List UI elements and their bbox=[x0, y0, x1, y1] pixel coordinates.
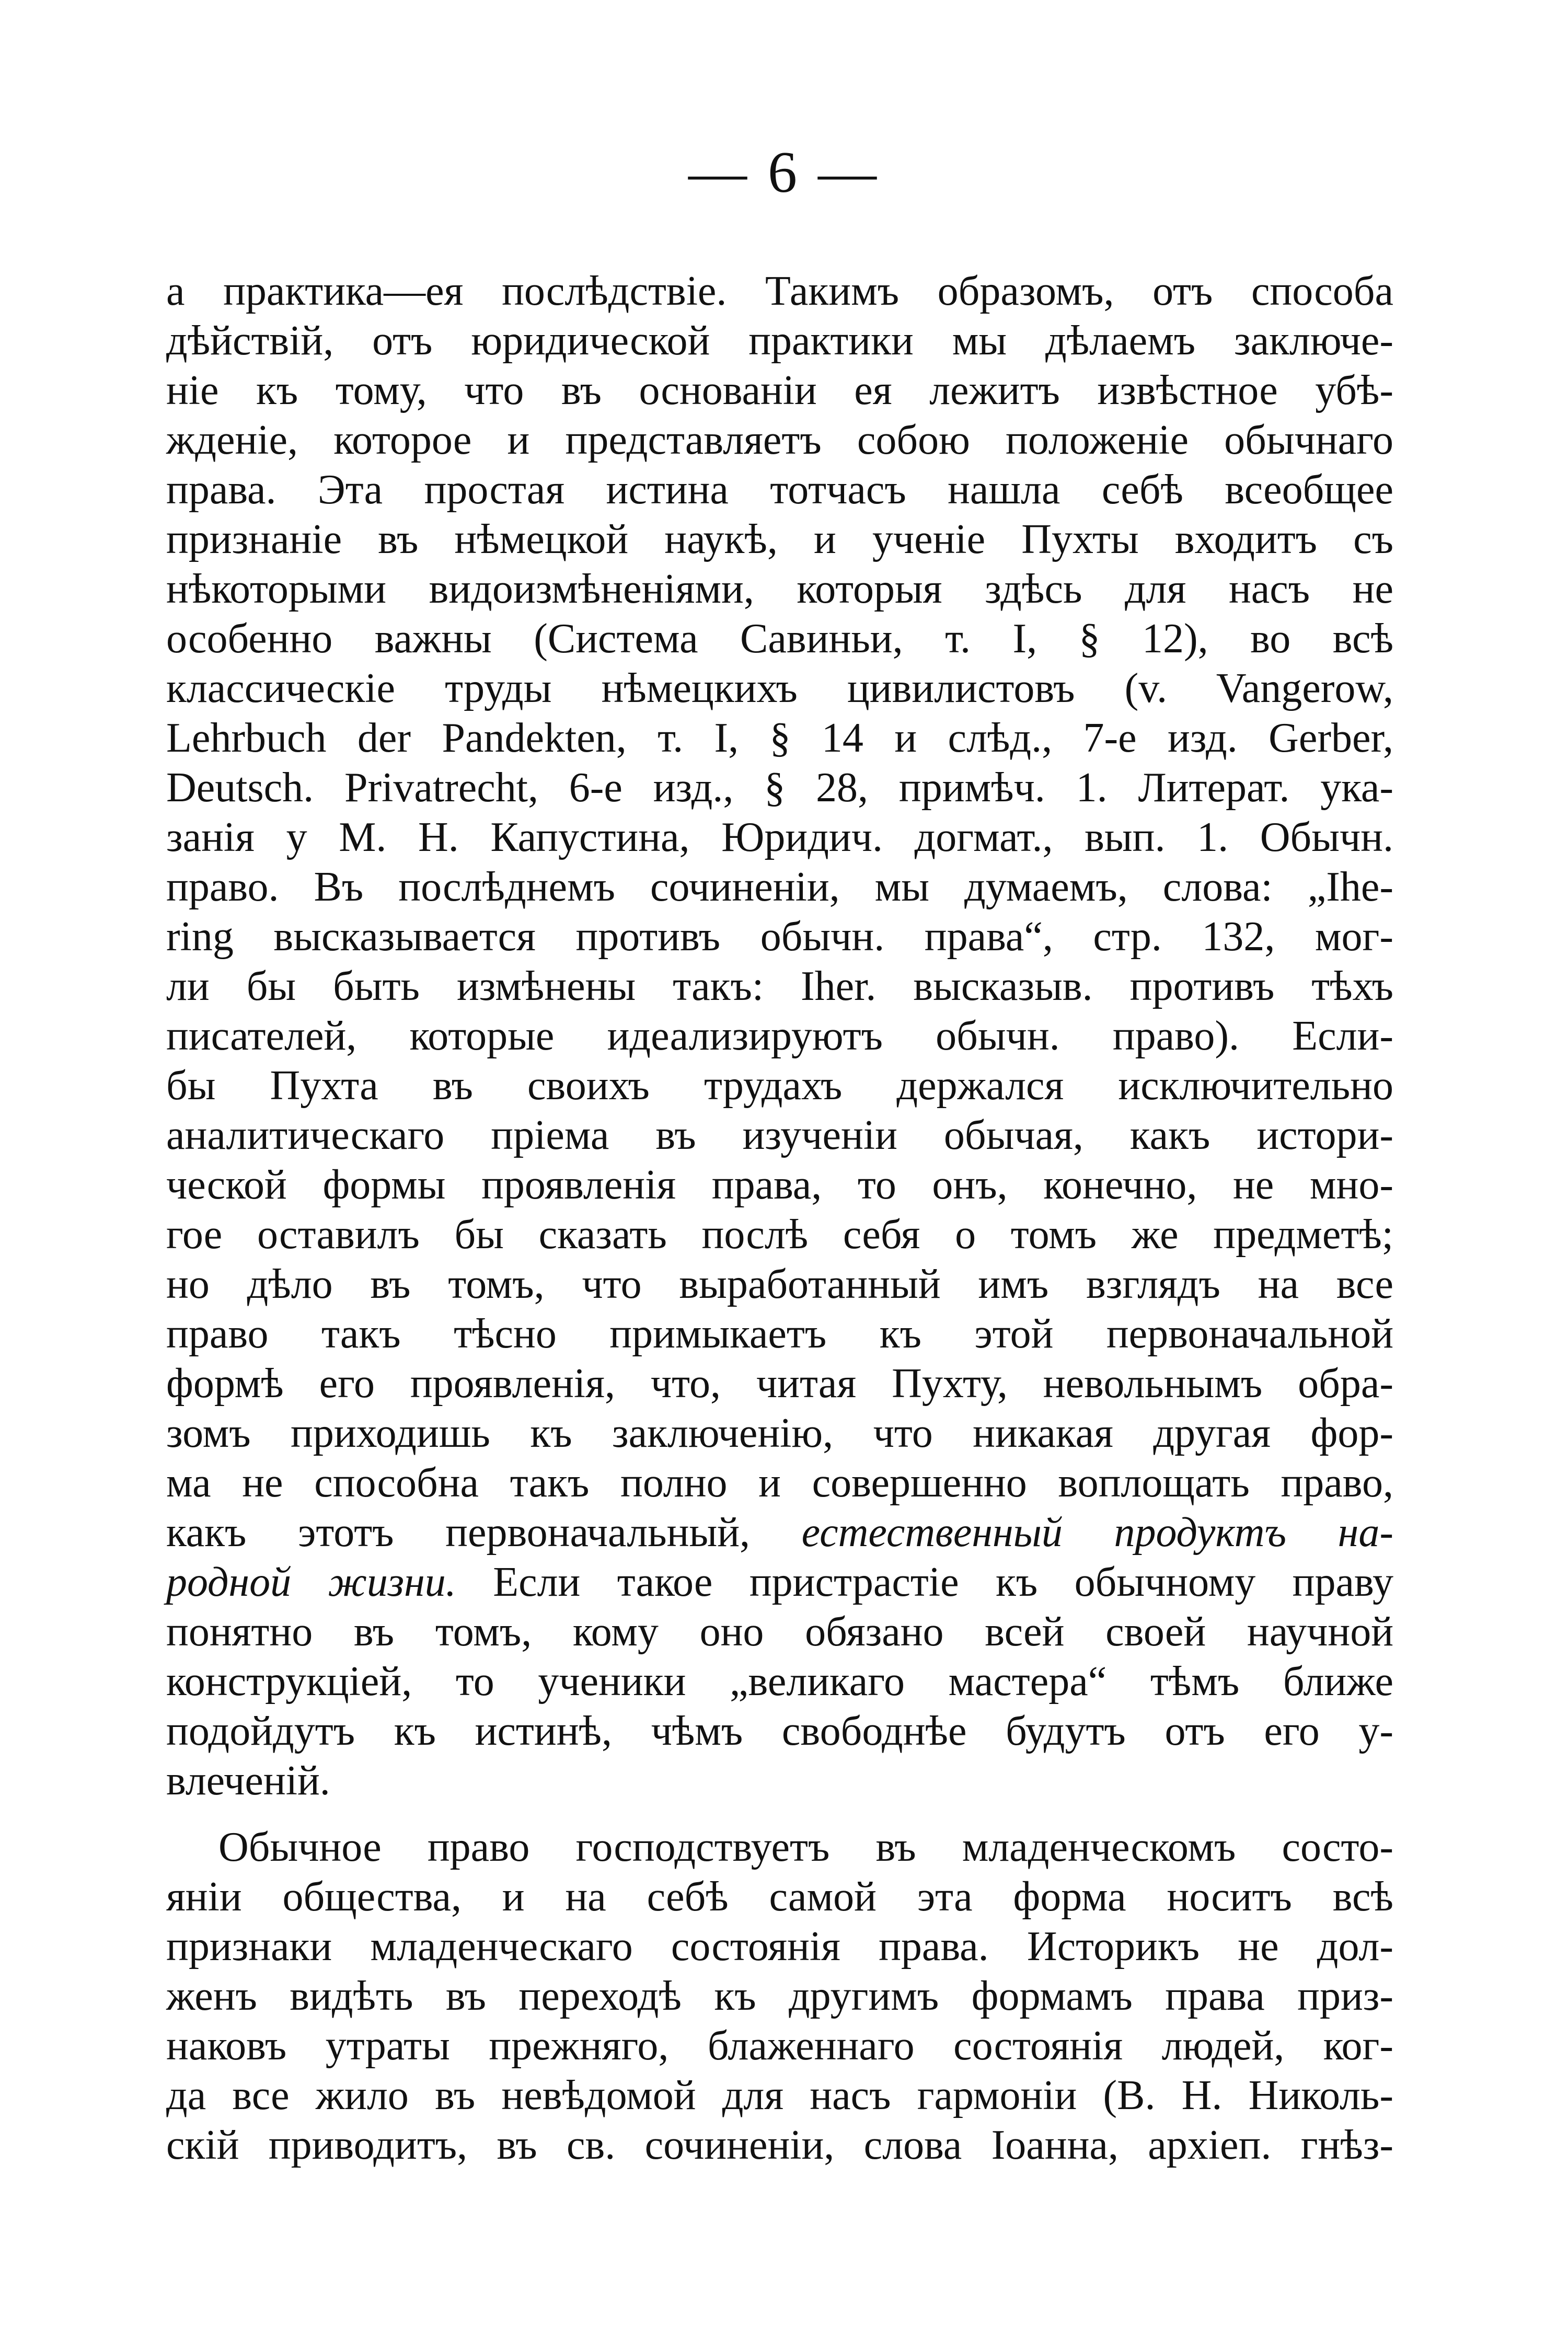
text-line: но дѣло въ томъ, что выработанный имъ взглядъ на все bbox=[166, 1261, 1393, 1307]
text-line: гое оставилъ бы сказать послѣ себя о томъ же предметѣ; bbox=[166, 1212, 1393, 1258]
text-line: нѣкоторыми видоизмѣненіями, которыя здѣсь для насъ не bbox=[166, 566, 1393, 612]
italic-phrase: родной жизни. bbox=[166, 1559, 456, 1605]
text-line: женъ видѣть въ переходѣ къ другимъ формамъ права приз- bbox=[166, 1973, 1393, 2019]
page-number: — 6 — bbox=[688, 140, 880, 205]
text-line: особенно важны (Система Савиньи, т. I, § 12), во всѣ bbox=[166, 616, 1393, 662]
text-line: Deutsch. Privatrecht, 6-е изд., § 28, примѣч. 1. Литерат. ука- bbox=[166, 765, 1393, 811]
text-line: подойдутъ къ истинѣ, чѣмъ свободнѣе будутъ отъ его у- bbox=[166, 1708, 1393, 1754]
text-line: право. Въ послѣднемъ сочиненіи, мы думаемъ, слова: „Ihe- bbox=[166, 864, 1393, 910]
text-line: влеченій. bbox=[166, 1758, 330, 1804]
text-line: Lehrbuch der Pandekten, т. I, § 14 и слѣд., 7-е изд. Gerber, bbox=[166, 715, 1393, 761]
text-segment: какъ этотъ первоначальный, bbox=[166, 1510, 802, 1556]
text-line-with-italic bbox=[166, 1558, 1393, 1607]
text-line: яніи общества, и на себѣ самой эта форма носитъ всѣ bbox=[166, 1874, 1393, 1920]
text-line: а практика—ея послѣдствіе. Такимъ образомъ, отъ способа bbox=[166, 268, 1393, 314]
text-line: признаніе въ нѣмецкой наукѣ, и ученіе Пухты входитъ съ bbox=[166, 516, 1393, 562]
text-line: ческой формы проявленія права, то онъ, конечно, не мно- bbox=[166, 1162, 1393, 1208]
text-line: наковъ утраты прежняго, блаженнаго состоянія людей, ког- bbox=[166, 2023, 1393, 2069]
paragraph-1 bbox=[166, 267, 1393, 1806]
text-line: Обычное право господствуетъ въ младенческомъ состо- bbox=[218, 1824, 1393, 1870]
text-line: занія у М. Н. Капустина, Юридич. догмат., вып. 1. Обычн. bbox=[166, 814, 1393, 860]
text-line: скій приводитъ, въ св. сочиненіи, слова Іоанна, архіеп. гнѣз- bbox=[166, 2122, 1393, 2168]
text-line: конструкціей, то ученики „великаго мастера“ тѣмъ ближе bbox=[166, 1659, 1393, 1704]
text-line: права. Эта простая истина тотчасъ нашла себѣ всеобщее bbox=[166, 467, 1393, 513]
paragraph-2 bbox=[166, 1823, 1393, 2170]
text-segment: Если такое пристрастіе къ обычному праву bbox=[456, 1559, 1393, 1605]
text-line: ма не способна такъ полно и совершенно воплощать право, bbox=[166, 1460, 1393, 1506]
text-line: аналитическаго пріема въ изученіи обычая, какъ истори- bbox=[166, 1112, 1393, 1158]
text-line: жденіе, которое и представляетъ собою положеніе обычнаго bbox=[166, 417, 1393, 463]
text-line: признаки младенческаго состоянія права. Историкъ не дол- bbox=[166, 1924, 1393, 1970]
paragraph-gap bbox=[166, 1806, 1393, 1823]
text-line: формѣ его проявленія, что, читая Пухту, невольнымъ обра- bbox=[166, 1361, 1393, 1407]
text-line: дѣйствій, отъ юридической практики мы дѣлаемъ заключе- bbox=[166, 318, 1393, 364]
text-line-with-italic bbox=[166, 1508, 1393, 1558]
text-line: зомъ приходишь къ заключенію, что никакая другая фор- bbox=[166, 1410, 1393, 1456]
text-line: бы Пухта въ своихъ трудахъ держался исключительно bbox=[166, 1063, 1393, 1109]
text-line: понятно въ томъ, кому оно обязано всей своей научной bbox=[166, 1609, 1393, 1655]
body-text bbox=[166, 267, 1393, 2170]
text-line: право такъ тѣсно примыкаетъ къ этой первоначальной bbox=[166, 1311, 1393, 1357]
text-line: ніе къ тому, что въ основаніи ея лежитъ извѣстное убѣ- bbox=[166, 367, 1393, 413]
text-line: писателей, которые идеализируютъ обычн. право). Если- bbox=[166, 1013, 1393, 1059]
text-line: ли бы быть измѣнены такъ: Iher. высказыв. противъ тѣхъ bbox=[166, 963, 1393, 1009]
text-line: да все жило въ невѣдомой для насъ гармоніи (В. Н. Николь- bbox=[166, 2072, 1393, 2118]
text-line: ring высказывается противъ обычн. права“, стр. 132, мог- bbox=[166, 914, 1393, 960]
text-line: классическіе труды нѣмецкихъ цивилистовъ (v. Vangerow, bbox=[166, 665, 1393, 711]
italic-phrase: естественный продуктъ на- bbox=[801, 1510, 1393, 1556]
